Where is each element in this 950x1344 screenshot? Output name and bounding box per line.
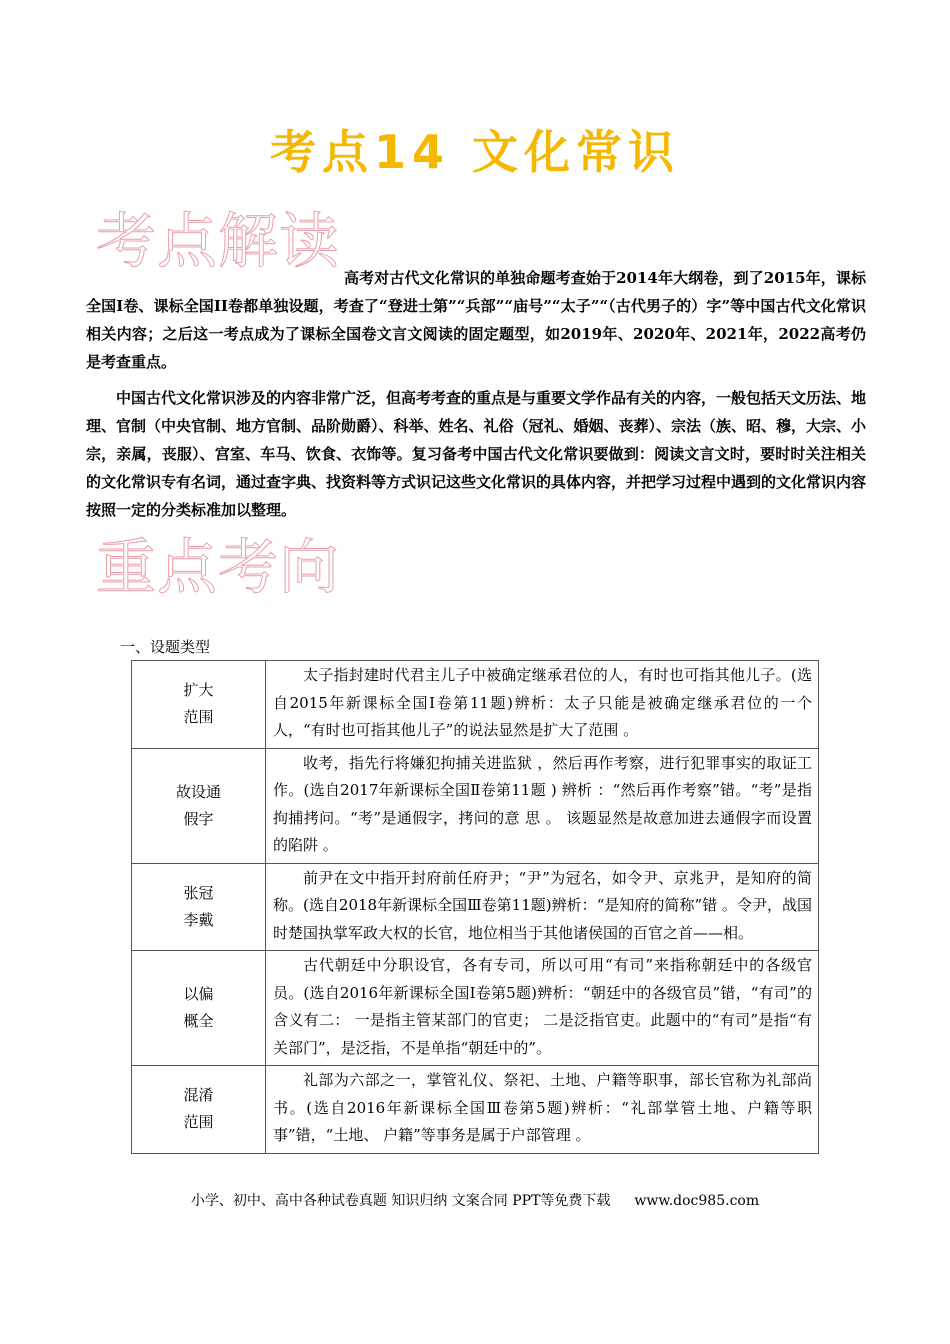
type-cell: [132, 951, 266, 1066]
type-cell: [132, 1066, 266, 1154]
type-label-line: 张冠: [183, 883, 214, 902]
footer-text: 小学、初中、高中各种试卷真题 知识归纳 文案合同 PPT等免费下载: [190, 1193, 611, 1209]
section-heading-interpretation: 考点解读: [96, 207, 340, 277]
description-cell: 太子指封建时代君主儿子中被确定继承君位的人，有时也可指其他儿子。(选自2015年新课标全国I卷第11题)辨析：太子只能是被确定继承君位的一个人，“有时也可指其他儿子”的说法显然是扩大了范围 。: [266, 661, 819, 749]
description-cell: 前尹在文中指开封府前任府尹；“尹”为冠名，如令尹、京兆尹，是知府的简称。(选自2018年新课标全国Ⅲ卷第11题)辨析：“是知府的简称”错 。令尹，战国时楚国执掌军政大权的长官，地位相当于其他诸侯国的百官之首——相。: [266, 863, 819, 951]
description-cell: 古代朝廷中分职设官，各有专司，所以可用“有司”来指称朝廷中的各级官员。(选自2016年新课标全国I卷第5题)辨析：“朝廷中的各级官员”错，“有司”的含义有二： 一是指主管某部门的官吏； 二是泛指官吏。此题中的“有司”是指“有关部门”，是泛指，不是单指“朝廷中的”。: [266, 951, 819, 1066]
description-cell: 收考，指先行将嫌犯拘捕关进监狱 ，然后再作考察，进行犯罪事实的取证工作。(选自2017年新课标全国Ⅱ卷第11题 ) 辨析 ：“然后再作考察”错。“考”是指拘捕拷问。“考”是通假字，拷问的意 思 。 该题显然是故意加进去通假字而设置的陷阱 。: [266, 748, 819, 863]
intro-paragraph-2: 中国古代文化常识涉及的内容非常广泛，但高考考查的重点是与重要文学作品有关的内容，一般包括天文历法、地理、官制（中央官制、地方官制、品阶勋爵）、科举、姓名、礼俗（冠礼、婚姻、丧葬）、宗法（族、昭、穆，大宗、小宗，亲属，丧服）、宫室、车马、饮食、衣饰等。复习备考中国古代文化常识要做到：阅读文言文时，要时时关注相关的文化常识专有名词，通过查字典、找资料等方式识记这些文化常识的具体内容，并把学习过程中遇到的文化常识内容按照一定的分类标准加以整理。: [86, 389, 867, 519]
type-label-line: 扩大: [183, 681, 214, 700]
intro-paragraph-1: 高考对古代文化常识的单独命题考查始于2014年大纲卷，到了2015年，课标全国I卷、课标全国II卷都单独设题，考查了“登进士第”“兵部”“庙号”“太子”“（古代男子的）字”等中国古代文化常识相关内容；之后这一考点成为了课标全国卷文言文阅读的固定题型，如2019年、2020年、2021年，2022高考仍是考查重点。: [86, 269, 866, 371]
type-label-line: 范围: [183, 708, 214, 727]
table-row: [132, 748, 819, 863]
type-label-line: 概全: [183, 1012, 214, 1030]
description-cell: 礼部为六部之一，掌管礼仪、祭祀、土地、户籍等职事，部长官称为礼部尚书。(选自2016年新课标全国Ⅲ卷第5题)辨析：“礼部掌管土地、户籍等职事”错，“土地、 户籍”等事务是属于户部管理 。: [266, 1066, 819, 1154]
table-row: [132, 951, 819, 1066]
page-title: 考点14 文化常识: [269, 125, 681, 179]
section-heading-key-directions: 重点考向: [96, 533, 340, 603]
footer-url[interactable]: www.doc985.com: [634, 1193, 760, 1209]
type-label-line: 假字: [183, 809, 214, 828]
page-footer: [0, 1190, 950, 1212]
type-cell: [132, 863, 266, 951]
type-label-line: 范围: [183, 1113, 214, 1132]
table-row: [132, 661, 819, 749]
type-label-line: 李戴: [183, 910, 214, 929]
type-label-line: 故设通: [175, 782, 221, 801]
type-label-line: 混淆: [183, 1086, 214, 1105]
question-types-title: 一、设题类型: [120, 638, 211, 656]
table-row: [132, 863, 819, 951]
type-cell: [132, 661, 266, 749]
question-types-table: [131, 660, 819, 1154]
type-cell: [132, 748, 266, 863]
table-row: [132, 1066, 819, 1154]
type-label-line: 以偏: [183, 985, 214, 1003]
